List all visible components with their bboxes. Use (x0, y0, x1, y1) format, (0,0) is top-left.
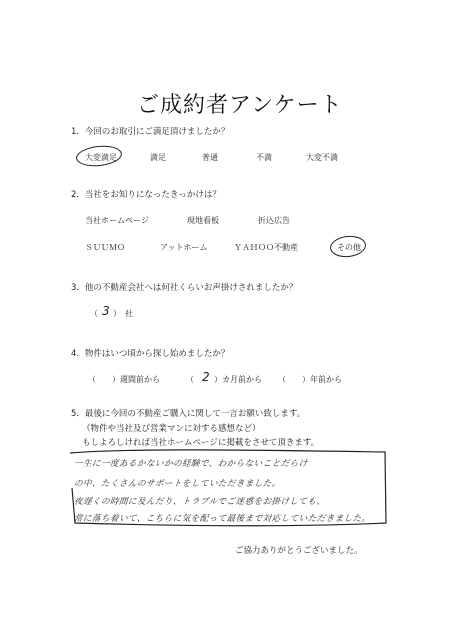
comment-line-3: 夜遅くの時間に及んだり、トラブルでご迷惑をお掛けしても、 (73, 497, 326, 507)
q4-option-years[interactable]: （ ）年前から (278, 375, 342, 384)
q4-months-paren-open: （ (186, 375, 194, 384)
q3-paren-close: ） (113, 309, 121, 318)
q3-unit: 社 (125, 309, 133, 318)
comment-line-2: の中、たくさんのサポートをしていただきました。 (73, 479, 282, 489)
q3-paren-open: （ (90, 309, 98, 318)
q1-option-very-satisfied[interactable]: 大変満足 (85, 153, 117, 162)
q5-question: 5．最後に今回の不動産ご購入に関して一言お願い致します。 (71, 409, 306, 419)
q1-question: 1．今回のお取引にご満足頂けましたか？ (71, 127, 230, 137)
q1-option-very-dissatisfied[interactable]: 大変不満 (306, 153, 338, 162)
q4-option-weeks[interactable]: （ ）週間前から (88, 375, 160, 384)
q3-question: 3．他の不動産会社へは何社くらいお声掛けされましたか？ (71, 283, 298, 293)
comment-line-4: 常に落ち着いて、こちらに気を配って最後まで対応していただきました。 (73, 514, 371, 524)
comment-line-1: 一生に一度あるかないかの経験で、わからないことだらけ (73, 459, 308, 469)
q2-option-flyer[interactable]: 折込広告 (258, 216, 290, 225)
page-title: ご成約者アンケート (137, 93, 343, 118)
q5-subtext-1: （物件や当社及び営業マンに対する感想など） (82, 424, 261, 434)
closing-message: ご協力ありがとうございました。 (235, 546, 363, 556)
q1-option-satisfied[interactable]: 満足 (150, 153, 166, 162)
q1-option-dissatisfied[interactable]: 不満 (256, 153, 272, 162)
q4-option-months[interactable]: ）カ月前から (214, 375, 262, 384)
q3-answer[interactable]: 3 (102, 304, 110, 318)
q1-option-normal[interactable]: 普通 (202, 153, 218, 162)
q2-option-suumo[interactable]: ＳＵＵＭＯ (85, 243, 125, 252)
q2-question: 2．当社をお知りになったきっかけは？ (71, 190, 221, 200)
q5-subtext-2: もしよろしければ当社ホームページに掲載をさせて頂きます。 (82, 438, 320, 448)
q4-months-answer[interactable]: 2 (202, 370, 210, 384)
q2-option-athome[interactable]: アットホーム (160, 243, 208, 252)
q2-option-signboard[interactable]: 現地看板 (187, 216, 219, 225)
q2-option-other[interactable]: その他 (337, 243, 361, 252)
q4-question: 4．物件はいつ頃から探し始めましたか？ (71, 349, 230, 359)
q2-option-homepage[interactable]: 当社ホームページ (85, 216, 149, 225)
q2-option-yahoo[interactable]: ＹＡＨＯＯ不動産 (234, 243, 298, 252)
